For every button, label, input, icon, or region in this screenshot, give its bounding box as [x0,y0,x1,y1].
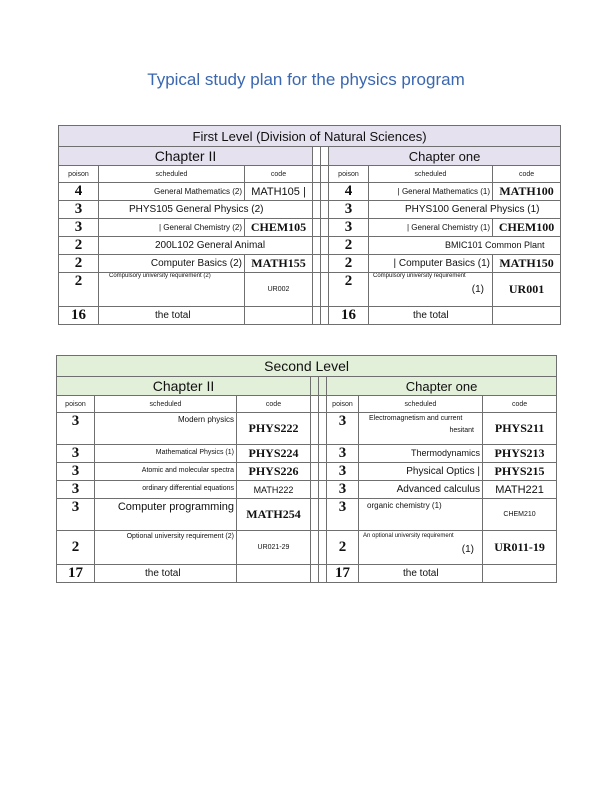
divider [321,183,329,201]
hours-cell: 2 [59,273,99,307]
code-cell: PHYS222 [237,413,311,445]
divider [313,273,321,307]
col-hours-header: poison [59,166,99,183]
code-cell: UR002 [245,273,313,307]
divider [319,481,327,499]
total-hours: 17 [57,565,95,583]
hours-cell: 2 [327,531,359,565]
col-hours-header: poison [327,396,359,413]
hours-cell: 2 [57,531,95,565]
divider [319,377,327,396]
course-cell: BMIC101 Common Plant [369,237,561,255]
code-cell: MATH254 [237,499,311,531]
hours-cell: 2 [329,237,369,255]
hours-cell: 3 [327,481,359,499]
hours-cell: 2 [329,255,369,273]
table-row [59,273,561,307]
code-cell: MATH221 [483,481,557,499]
hours-cell: 2 [329,273,369,307]
divider [321,307,329,325]
right-chapter-heading: Chapter one [327,377,557,396]
divider [319,413,327,445]
hours-cell: 3 [59,201,99,219]
first-level-table [58,125,561,325]
course-cell: PHYS105 General Physics (2) [99,201,313,219]
total-hours: 17 [327,565,359,583]
right-chapter-heading: Chapter one [329,147,561,166]
col-code-header: code [237,396,311,413]
hours-cell: 3 [327,413,359,445]
empty-cell [483,565,557,583]
divider [319,445,327,463]
total-label: the total [95,565,237,583]
code-cell: PHYS215 [483,463,557,481]
divider [313,255,321,273]
course-cell: Computer Basics (2) [99,255,245,273]
code-cell: UR011-19 [483,531,557,565]
course-cell: Advanced calculus [359,481,483,499]
divider [311,445,319,463]
divider [313,307,321,325]
course-cell: | General Chemistry (2) [99,219,245,237]
total-row [57,565,557,583]
code-cell: MATH155 [245,255,313,273]
code-cell: MATH150 [493,255,561,273]
col-hours-header: poison [329,166,369,183]
course-cell: 200L102 General Animal [99,237,313,255]
code-cell: UR021-29 [237,531,311,565]
hours-cell: 3 [329,219,369,237]
course-cell: PHYS100 General Physics (1) [369,201,561,219]
col-course-header: scheduled [99,166,245,183]
code-cell: PHYS211 [483,413,557,445]
hours-cell: 3 [329,201,369,219]
hours-cell: 2 [59,237,99,255]
course-cell: Compulsory university requirement (2) [99,273,245,307]
course-text: An optional university requirement [363,533,454,539]
code-cell: MATH222 [237,481,311,499]
total-hours: 16 [329,307,369,325]
level-title: First Level (Division of Natural Sciences) [59,126,561,147]
course-cell: Optional university requirement (2) [95,531,237,565]
code-cell: CHEM100 [493,219,561,237]
divider [319,531,327,565]
code-cell: CHEM105 [245,219,313,237]
divider [313,237,321,255]
hours-cell: 3 [59,219,99,237]
course-cell: organic chemistry (1) [359,499,483,531]
course-cell: | General Mathematics (1) [369,183,493,201]
table-row [59,255,561,273]
course-suffix: (1) [461,544,474,556]
table-row [57,413,557,445]
course-cell: Atomic and molecular spectra [95,463,237,481]
divider [311,377,319,396]
total-label: the total [99,307,245,325]
divider [311,396,319,413]
total-row [59,307,561,325]
table-row [57,531,557,565]
empty-cell [245,307,313,325]
hours-cell: 3 [57,463,95,481]
table-row [59,183,561,201]
col-course-header: scheduled [359,396,483,413]
course-cell [359,413,483,445]
table-row [57,463,557,481]
hours-cell: 4 [329,183,369,201]
hours-cell: 3 [57,413,95,445]
course-cell [369,273,493,307]
course-cell: Thermodynamics [359,445,483,463]
col-course-header: scheduled [369,166,493,183]
code-cell: MATH100 [493,183,561,201]
col-hours-header: poison [57,396,95,413]
divider [311,481,319,499]
empty-cell [493,307,561,325]
divider [311,565,319,583]
level-title: Second Level [57,356,557,377]
divider [313,219,321,237]
divider [321,166,329,183]
code-cell: PHYS226 [237,463,311,481]
code-cell: MATH105 | [245,183,313,201]
hours-cell: 3 [327,463,359,481]
code-cell: PHYS224 [237,445,311,463]
divider [313,147,321,166]
col-code-header: code [245,166,313,183]
divider [311,531,319,565]
table-row [57,499,557,531]
hours-cell: 3 [327,445,359,463]
page-title: Typical study plan for the physics program [147,70,465,89]
course-cell: Physical Optics | [359,463,483,481]
divider [313,166,321,183]
course-cell [359,531,483,565]
divider [313,201,321,219]
course-cell: ordinary differential equations [95,481,237,499]
course-cell: Modern physics [95,413,237,445]
course-cell: General Mathematics (2) [99,183,245,201]
divider [311,463,319,481]
empty-cell [237,565,311,583]
col-code-header: code [493,166,561,183]
divider [321,201,329,219]
divider [319,565,327,583]
hours-cell: 2 [59,255,99,273]
divider [321,219,329,237]
divider [319,463,327,481]
divider [321,255,329,273]
course-text: Electromagnetism and current [369,415,463,422]
course-suffix: (1) [471,284,484,296]
hours-cell: 3 [57,499,95,531]
table-row [59,201,561,219]
total-label: the total [369,307,493,325]
table-row [57,481,557,499]
total-label: the total [359,565,483,583]
divider [319,396,327,413]
divider [321,237,329,255]
course-cell: | Computer Basics (1) [369,255,493,273]
course-text: Compulsory university requirement [373,273,466,279]
col-course-header: scheduled [95,396,237,413]
course-cell: | General Chemistry (1) [369,219,493,237]
course-suffix: hesitant [449,427,474,435]
col-code-header: code [483,396,557,413]
course-cell: Computer programming [95,499,237,531]
divider [319,499,327,531]
left-chapter-heading: Chapter II [57,377,311,396]
hours-cell: 3 [57,481,95,499]
code-cell: PHYS213 [483,445,557,463]
divider [311,499,319,531]
divider [321,273,329,307]
left-chapter-heading: Chapter II [59,147,313,166]
divider [321,147,329,166]
code-cell: UR001 [493,273,561,307]
hours-cell: 3 [327,499,359,531]
hours-cell: 4 [59,183,99,201]
table-row [59,237,561,255]
divider [311,413,319,445]
total-hours: 16 [59,307,99,325]
code-cell: CHEM210 [483,499,557,531]
course-cell: Mathematical Physics (1) [95,445,237,463]
second-level-table [56,355,557,583]
table-row [59,219,561,237]
divider [313,183,321,201]
hours-cell: 3 [57,445,95,463]
table-row [57,445,557,463]
